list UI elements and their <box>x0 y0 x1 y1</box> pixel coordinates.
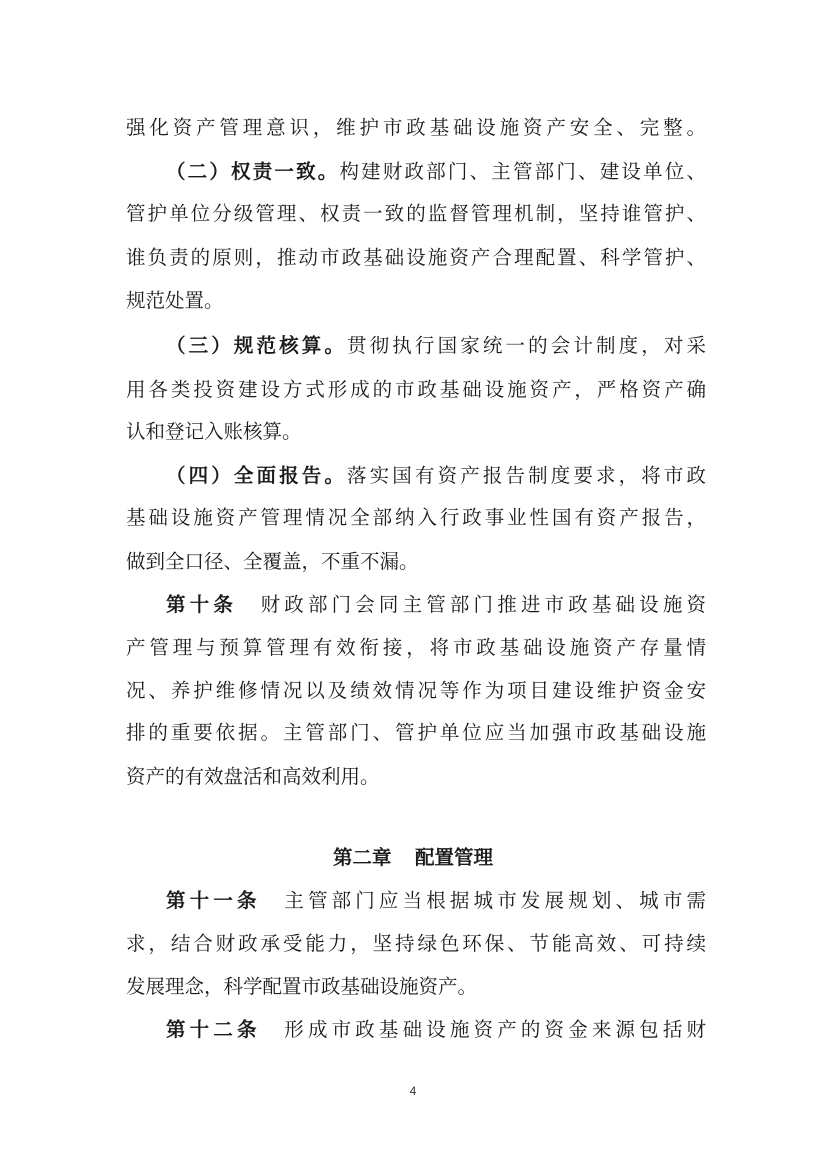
paragraph-line: 排的重要依据。主管部门、管护单位应当加强市政基础设施 <box>126 721 706 744</box>
item-heading: （三）规范核算。 <box>166 334 348 357</box>
page-number: 4 <box>409 1084 417 1098</box>
article-11-first-line: 第十一条 主管部门应当根据城市发展规划、城市需 <box>166 889 706 912</box>
paragraph-line: 用各类投资建设方式形成的市政基础设施资产，严格资产确 <box>126 378 706 401</box>
chapter-number: 第二章 <box>333 846 392 869</box>
paragraph-line: 资产的有效盘活和高效利用。 <box>126 765 380 788</box>
item-heading: （四）全面报告。 <box>166 464 348 487</box>
chapter-title: 配置管理 <box>414 846 493 869</box>
item-4-first-line: （四）全面报告。落实国有资产报告制度要求，将市政 <box>166 464 706 487</box>
article-10-first-line: 第十条 财政部门会同主管部门推进市政基础设施资 <box>166 593 706 616</box>
paragraph-line: 产管理与预算管理有效衔接，将市政基础设施资产存量情 <box>126 636 706 659</box>
paragraph-line: 况、养护维修情况以及绩效情况等作为项目建设维护资金安 <box>126 679 706 702</box>
article-heading: 第十二条 <box>166 1018 261 1041</box>
article-heading: 第十条 <box>166 593 237 616</box>
item-2-first-line: （二）权责一致。构建财政部门、主管部门、建设单位、 <box>166 160 706 183</box>
paragraph-line: 谁负责的原则，推动市政基础设施资产合理配置、科学管护、 <box>126 246 706 269</box>
article-12-first-line: 第十二条 形成市政基础设施资产的资金来源包括财 <box>166 1018 706 1041</box>
paragraph-line: 基础设施资产管理情况全部纳入行政事业性国有资产报告， <box>126 506 706 529</box>
paragraph-line: 管护单位分级管理、权责一致的监督管理机制，坚持谁管护、 <box>126 202 706 225</box>
paragraph-line: 规范处置。 <box>126 289 224 312</box>
paragraph-line: 做到全口径、全覆盖，不重不漏。 <box>126 550 419 573</box>
item-3-first-line: （三）规范核算。贯彻执行国家统一的会计制度，对采 <box>166 334 706 357</box>
article-heading: 第十一条 <box>166 889 261 912</box>
paragraph-line: 认和登记入账核算。 <box>126 420 302 443</box>
paragraph-line: 强化资产管理意识，维护市政基础设施资产安全、完整。 <box>126 116 706 139</box>
chapter-heading <box>0 843 826 873</box>
item-heading: （二）权责一致。 <box>166 160 340 183</box>
paragraph-line: 发展理念，科学配置市政基础设施资产。 <box>126 975 478 998</box>
paragraph-line: 求，结合财政承受能力，坚持绿色环保、节能高效、可持续 <box>126 932 706 955</box>
